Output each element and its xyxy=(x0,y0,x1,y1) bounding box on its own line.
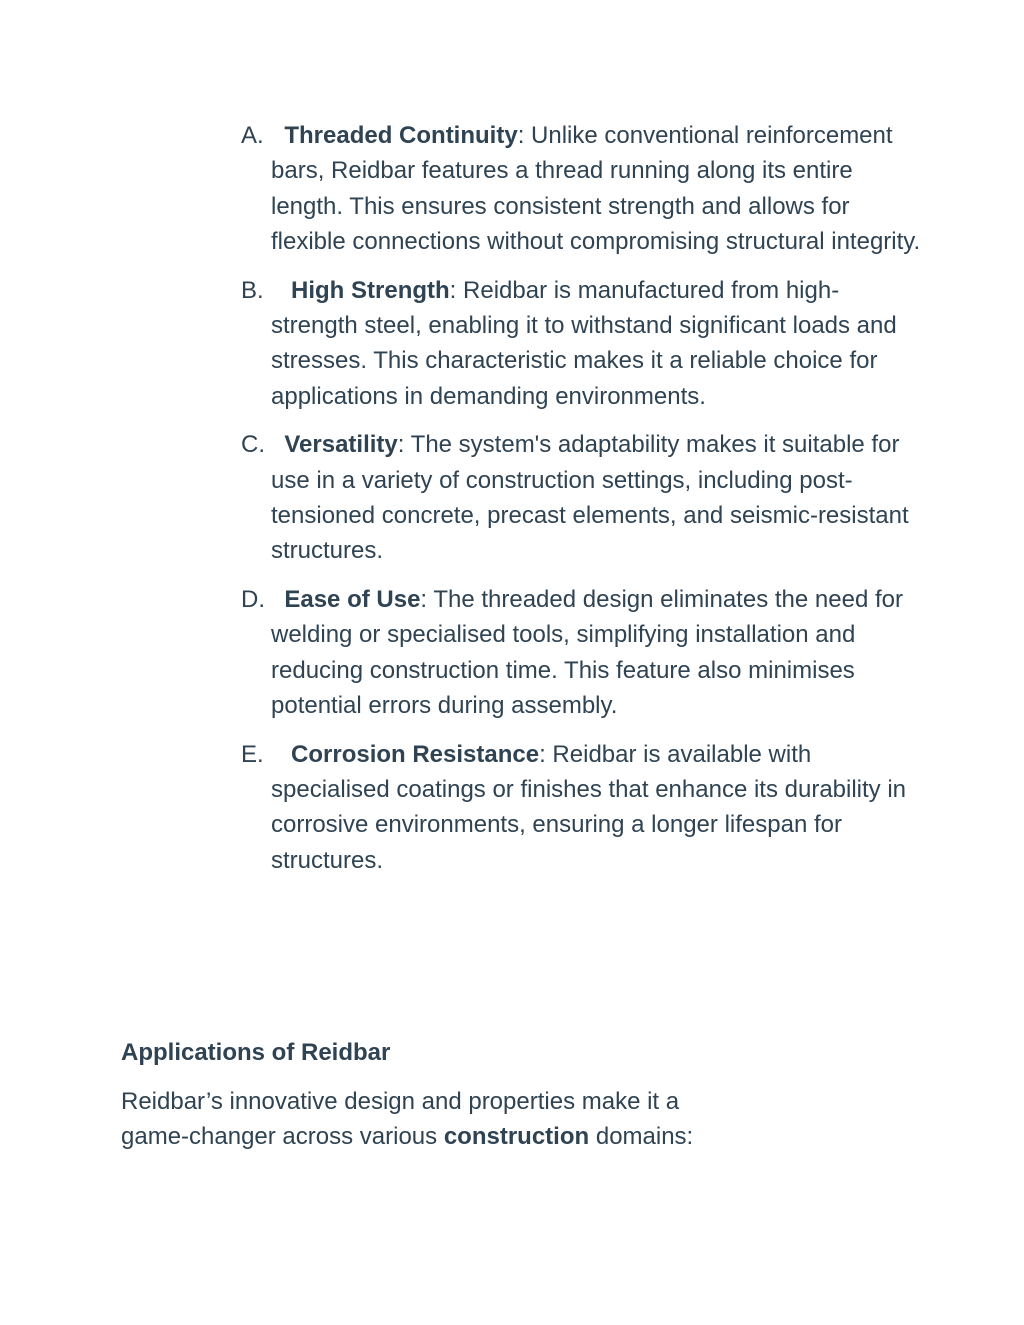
marker-gap xyxy=(271,122,284,149)
feature-body xyxy=(271,273,921,415)
feature-list xyxy=(241,118,921,891)
intro-line-2-prefix: game-changer across various xyxy=(121,1123,444,1151)
feature-item-ease-of-use xyxy=(241,582,921,724)
feature-body xyxy=(271,737,921,879)
feature-term: Threaded Continuity xyxy=(284,122,518,149)
list-marker: E. xyxy=(241,740,264,768)
applications-intro-paragraph xyxy=(121,1084,801,1155)
marker-gap xyxy=(271,741,291,768)
intro-line-2 xyxy=(121,1119,801,1154)
feature-body xyxy=(271,118,921,260)
feature-body xyxy=(271,427,921,569)
feature-description: : Reidbar is manufactured from high-strength steel, enabling it to withstand significant loads and stresses. This characteristic makes it a reliable choice for applications in demanding environments. xyxy=(271,276,897,410)
list-marker: B. xyxy=(241,276,264,304)
feature-term: Ease of Use xyxy=(284,585,421,613)
feature-item-versatility xyxy=(241,427,921,569)
feature-term: Corrosion Resistance xyxy=(291,740,540,768)
feature-description: : The threaded design eliminates the need for welding or specialised tools, simplifying installation and reducing construction time. This feature also minimises potential errors during assembly. xyxy=(271,585,903,720)
feature-description: : The system's adaptability makes it suitable for use in a variety of construction settings, including post-tensioned concrete, precast elements, and seismic-resistant structures. xyxy=(271,431,909,565)
list-marker: A. xyxy=(241,122,264,149)
feature-item-high-strength xyxy=(241,273,921,415)
list-marker: C. xyxy=(241,431,265,459)
feature-term: Versatility xyxy=(284,431,398,459)
intro-bold-construction: construction xyxy=(443,1123,590,1151)
intro-line-1: Reidbar’s innovative design and properties make it a xyxy=(121,1088,680,1115)
marker-gap xyxy=(271,586,284,613)
feature-description: : Unlike conventional reinforcement bars, Reidbar features a thread running along its entire length. This ensures consistent strength and allows for flexible connections without compromising structural integrity. xyxy=(271,122,921,256)
feature-item-threaded-continuity xyxy=(241,118,921,260)
feature-item-corrosion-resistance xyxy=(241,737,921,879)
section-heading-applications: Applications of Reidbar xyxy=(121,1039,391,1066)
feature-term: High Strength xyxy=(291,276,450,304)
intro-line-2-suffix: domains: xyxy=(589,1123,694,1151)
list-marker: D. xyxy=(241,585,265,613)
feature-description: : Reidbar is available with specialised coatings or finishes that enhance its durability in corrosive environments, ensuring a longer lifespan for structures. xyxy=(271,740,907,874)
feature-body xyxy=(271,582,921,724)
marker-gap xyxy=(271,431,284,458)
marker-gap xyxy=(271,277,291,304)
